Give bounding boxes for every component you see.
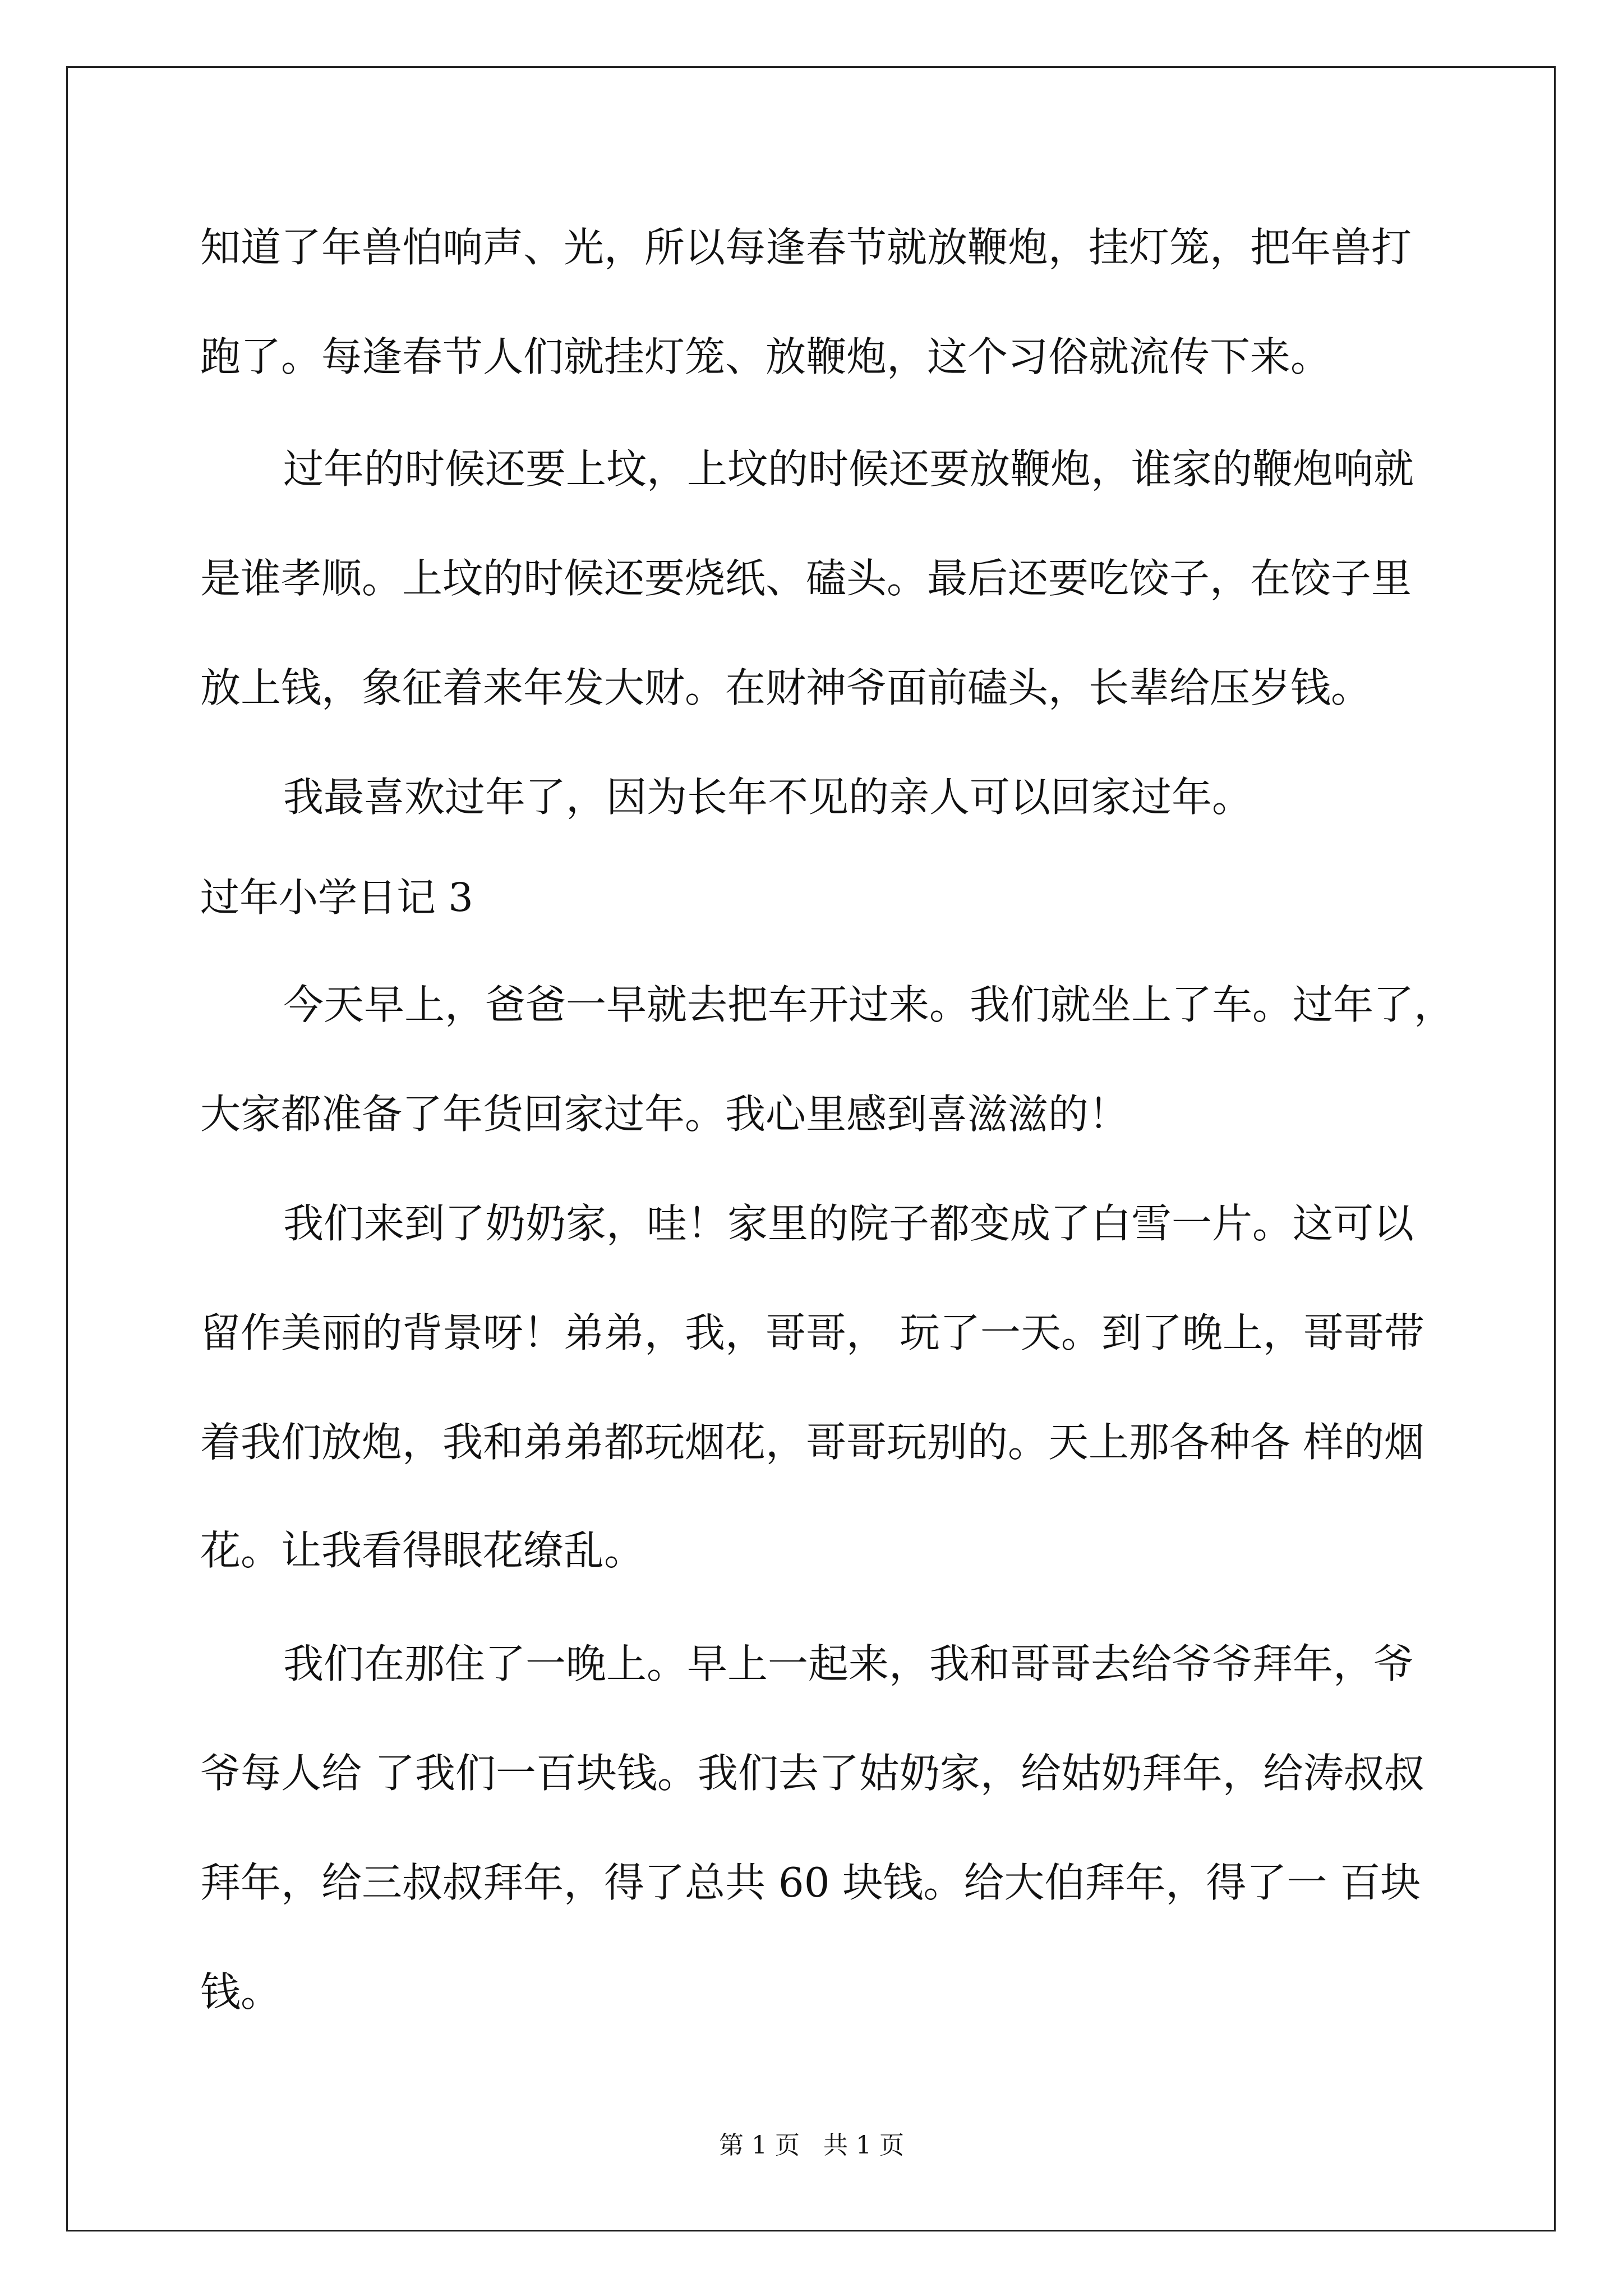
paragraph-start-line: 我们在那住了一晚上。早上一起来，我和哥哥去给爷爷拜年，爷 (283, 1640, 1414, 1687)
text-line: 拜年，给三叔叔拜年，得了总共 60 块钱。给大伯拜年，得了一 百块 (200, 1859, 1421, 1906)
text-line: 着我们放炮，我和弟弟都玩烟花，哥哥玩别的。天上那各种各 样的烟 (200, 1419, 1424, 1466)
text-line: 跑了。每逢春节人们就挂灯笼、放鞭炮，这个习俗就流传下来。 (200, 333, 1331, 380)
text-line: 是谁孝顺。上坟的时候还要烧纸、磕头。最后还要吃饺子，在饺子里 (200, 555, 1412, 602)
section-heading: 过年小学日记 3 (200, 875, 473, 921)
paragraph-start-line: 我们来到了奶奶家，哇！家里的院子都变成了白雪一片。这可以 (283, 1200, 1414, 1247)
text-line: 钱。 (200, 1968, 282, 2016)
text-line: 留作美丽的背景呀！弟弟，我，哥哥， 玩了一天。到了晚上，哥哥带 (200, 1309, 1424, 1356)
paragraph-start-line: 过年的时候还要上坟，上坟的时候还要放鞭炮，谁家的鞭炮响就 (283, 445, 1414, 493)
page-footer: 第 1 页 共 1 页 (719, 2131, 904, 2160)
page-border (66, 66, 1556, 2231)
paragraph-start-line: 我最喜欢过年了，因为长年不见的亲人可以回家过年。 (283, 774, 1253, 821)
text-line: 放上钱，象征着来年发大财。在财神爷面前磕头，长辈给压岁钱。 (200, 664, 1372, 711)
text-line: 知道了年兽怕响声、光，所以每逢春节就放鞭炮，挂灯笼，把年兽打 (200, 224, 1412, 271)
text-line: 大家都准备了年货回家过年。我心里感到喜滋滋的！ (200, 1091, 1129, 1138)
paragraph-start-line: 今天早上，爸爸一早就去把车开过来。我们就坐上了车。过年了， (283, 981, 1455, 1028)
text-line: 爷每人给 了我们一百块钱。我们去了姑奶家，给姑奶拜年，给涛叔叔 (200, 1750, 1424, 1797)
text-line: 花。让我看得眼花缭乱。 (200, 1527, 645, 1574)
